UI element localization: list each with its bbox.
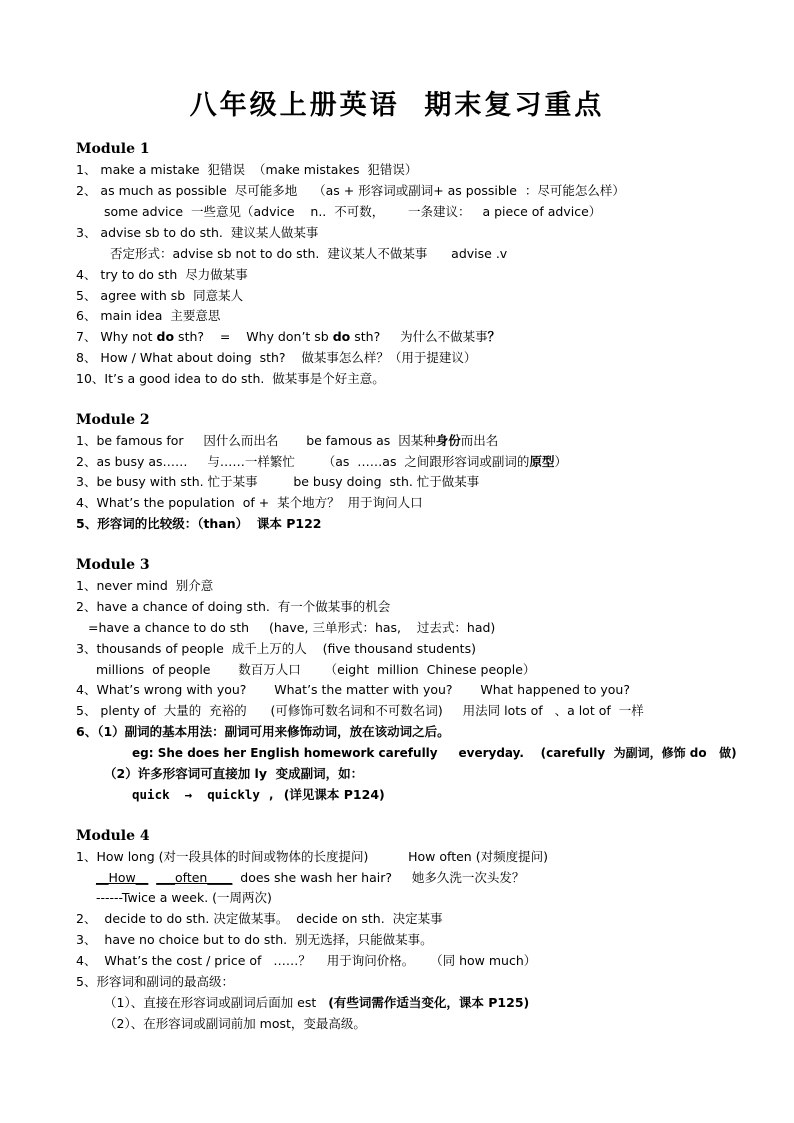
bold-run: 身份 xyxy=(435,433,461,448)
text-run: does she wash her hair? 她多久洗一次头发？ xyxy=(232,870,525,885)
bold-run: do xyxy=(156,329,175,344)
text-run: ） xyxy=(554,454,567,469)
module-1-line-10: 8、 How / What about doing sth? 做某事怎么样？（用于提建议） xyxy=(76,350,477,365)
module-3-line-3: =have a chance to do sth (have, 三单形式：has, 过去式：had) xyxy=(88,620,496,635)
module-4-line-2 xyxy=(96,868,524,888)
module-4-line-3: ------Twice a week. (一周两次) xyxy=(96,890,272,905)
module-4-line-8 xyxy=(104,993,529,1013)
module-1-line-5: 否定形式：advise sb not to do sth. 建议某人不做某事 advise .v xyxy=(110,246,508,261)
underlined-run: __How__ xyxy=(96,870,149,885)
module-3-line-4: 3、thousands of people 成千上万的人 (five thousand students) xyxy=(76,641,476,656)
text-run: sth? = Why don’t sb xyxy=(174,329,333,344)
module-2-line-4: 4、What’s the population of + 某个地方？ 用于询问人口 xyxy=(76,495,423,510)
module-3-line-9: eg: She does her English homework carefully everyday. (carefully 为副词，修饰 do 做) xyxy=(132,746,737,760)
module-3-line-10: （2）许多形容词可直接加 ly 变成副词，如： xyxy=(104,766,364,781)
bold-run: (详见课本 P124) xyxy=(275,787,385,802)
module-1-heading: Module 1 xyxy=(76,141,150,157)
module-2-line-5: 5、形容词的比较级：（than） 课本 P122 xyxy=(76,516,322,531)
module-3-line-5: millions of people 数百万人口 （eight million Chinese people） xyxy=(96,662,536,677)
text-run: 1、be famous for 因什么而出名 be famous as 因某种 xyxy=(76,433,436,448)
bold-run: ？ xyxy=(487,329,501,344)
module-3-line-1: 1、never mind 别介意 xyxy=(76,578,214,593)
module-1-line-11: 10、It’s a good idea to do sth. 做某事是个好主意。 xyxy=(76,371,385,386)
module-1-line-3: some advice 一些意见（advice n.. 不可数， 一条建议： a piece of advice） xyxy=(104,204,602,219)
module-4-line-1: 1、How long (对一段具体的时间或物体的长度提问) How often (对频度提问) xyxy=(76,849,548,864)
module-2-line-2 xyxy=(76,452,567,472)
page-title: 八年级上册英语 期末复习重点 xyxy=(189,90,605,121)
module-4-line-7: 5、形容词和副词的最高级： xyxy=(76,974,234,989)
module-3-heading: Module 3 xyxy=(76,557,150,573)
module-1-line-2: 2、 as much as possible 尽可能多地 （as + 形容词或副词+ as possible ：尽可能怎么样） xyxy=(76,183,625,198)
text-run: sth? 为什么不做某事 xyxy=(350,329,488,344)
module-1-line-1: 1、 make a mistake 犯错误 （make mistakes 犯错误） xyxy=(76,162,418,177)
module-4-line-5: 3、 have no choice but to do sth. 别无选择，只能做某事。 xyxy=(76,932,433,947)
bold-run: do xyxy=(332,329,351,344)
code-run: quick → quickly , xyxy=(132,787,275,802)
text-run: 7、 Why not xyxy=(76,329,157,344)
text-run: 而出名 xyxy=(460,433,499,448)
bold-run: 原型 xyxy=(529,454,555,469)
module-1-line-8: 6、 main idea 主要意思 xyxy=(76,308,221,323)
module-4-heading: Module 4 xyxy=(76,828,150,844)
module-4-line-9: （2）、在形容词或副词前加 most，变最高级。 xyxy=(104,1016,366,1031)
module-4-line-4: 2、 decide to do sth. 决定做某事。 decide on sth. 决定某事 xyxy=(76,911,443,926)
underlined-run: ___often____ xyxy=(156,870,233,885)
module-4-line-6: 4、 What’s the cost / price of ……？ 用于询问价格。 （同 how much） xyxy=(76,953,537,968)
module-3-line-11 xyxy=(132,785,385,805)
bold-run: (有些词需作适当变化，课本 P125) xyxy=(328,995,530,1010)
module-3-line-8: 6、（1）副词的基本用法：副词可用来修饰动词，放在该动词之后。 xyxy=(76,724,450,739)
module-2-line-1 xyxy=(76,431,498,451)
module-1-line-6: 4、 try to do sth 尽力做某事 xyxy=(76,267,248,282)
module-3-line-2: 2、have a chance of doing sth. 有一个做某事的机会 xyxy=(76,599,391,614)
module-1-line-4: 3、 advise sb to do sth. 建议某人做某事 xyxy=(76,225,319,240)
module-3-line-7: 5、 plenty of 大量的 充裕的 (可修饰可数名词和不可数名词) 用法同 lots of 、a lot of 一样 xyxy=(76,703,644,718)
text-run: （1）、直接在形容词或副词后面加 est xyxy=(104,995,329,1010)
module-1-line-9 xyxy=(76,327,500,347)
module-3-line-6: 4、What’s wrong with you? What’s the matter with you? What happened to you? xyxy=(76,682,630,697)
module-2-line-3: 3、be busy with sth. 忙于某事 be busy doing sth. 忙于做某事 xyxy=(76,474,480,489)
module-1-line-7: 5、 agree with sb 同意某人 xyxy=(76,288,244,303)
text-run: 2、as busy as…… 与……一样繁忙 （as ……as 之间跟形容词或副词的 xyxy=(76,454,530,469)
module-2-heading: Module 2 xyxy=(76,412,150,428)
